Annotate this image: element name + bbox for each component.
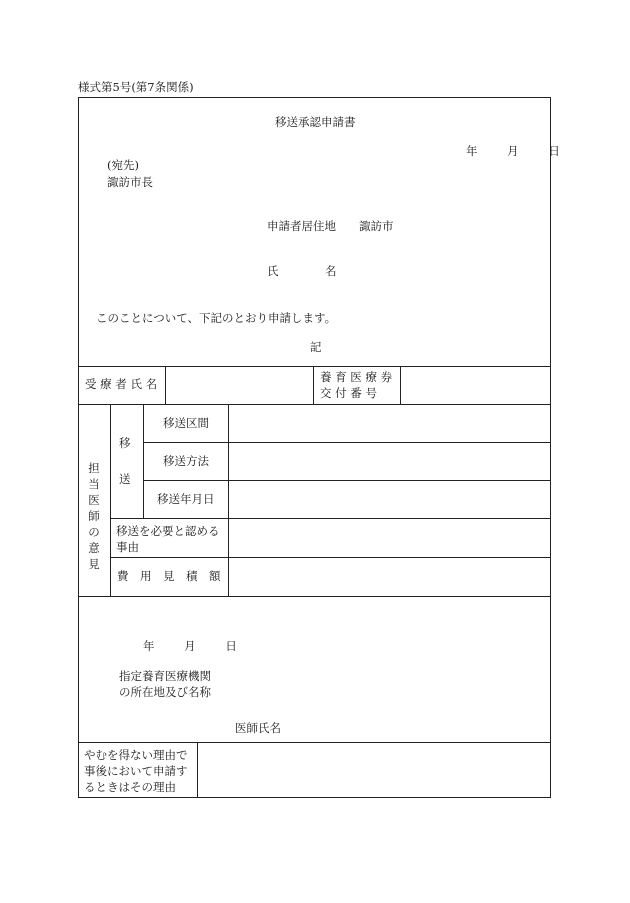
divider-line <box>110 404 111 596</box>
transport-method-label: 移送方法 <box>163 454 209 468</box>
transport-date-label: 移送年月日 <box>157 492 215 506</box>
need-reason-field[interactable] <box>229 519 550 557</box>
applicant-name-label-1: 氏 <box>267 264 279 278</box>
need-reason-line2: 事由 <box>116 540 139 554</box>
voucher-label-line1: 養 育 医 療 券 <box>320 370 393 384</box>
doctor-name-label: 医師氏名 <box>235 721 281 735</box>
addressee-name: 諏訪市長 <box>107 175 153 189</box>
cost-estimate-field[interactable] <box>229 558 550 596</box>
date-month-label: 月 <box>507 144 519 158</box>
transport-date-field[interactable] <box>229 481 550 518</box>
need-reason-line1: 移送を必要と認める <box>116 524 220 538</box>
form-title: 移送承認申請書 <box>275 115 356 129</box>
date-day-label: 日 <box>548 144 560 158</box>
late-reason-line1: やむを得ない理由で <box>84 748 188 762</box>
doctor-date[interactable] <box>143 641 237 653</box>
transport-label-1: 移 <box>119 436 131 450</box>
applicant-address-label: 申請者居住地 <box>267 219 336 233</box>
voucher-number-label <box>320 369 392 401</box>
submission-date[interactable] <box>466 146 560 158</box>
form-number: 様式第5号(第7条関係) <box>78 80 194 94</box>
doctor-date-year-label: 年 <box>143 639 155 653</box>
transport-section-label: 移送区間 <box>163 416 209 430</box>
divider-line <box>143 404 144 519</box>
divider-line <box>313 366 314 404</box>
divider-line <box>78 596 551 597</box>
institution-label-line1: 指定養育医療機関 <box>119 669 211 683</box>
transport-label-2: 送 <box>119 472 131 486</box>
transport-section-field[interactable] <box>229 405 550 442</box>
voucher-label-line2: 交 付 番 号 <box>320 386 377 400</box>
late-reason-line3: るときはその理由 <box>84 780 176 794</box>
applicant-name-label-2: 名 <box>325 264 337 278</box>
late-reason-line2: 事後において申請す <box>84 764 188 778</box>
applicant-address-value[interactable]: 諏訪市 <box>359 219 394 233</box>
addressee-label: (宛先) <box>107 158 139 172</box>
date-year-label: 年 <box>466 144 478 158</box>
late-reason-label <box>84 747 188 795</box>
late-reason-field[interactable] <box>198 743 550 797</box>
institution-label-line2: の所在地及び名称 <box>119 685 211 699</box>
patient-name-label: 受 療 者 氏 名 <box>85 377 158 391</box>
voucher-number-field[interactable] <box>401 367 550 404</box>
need-reason-label <box>116 523 220 555</box>
doctor-date-month-label: 月 <box>184 639 196 653</box>
patient-name-field[interactable] <box>166 367 313 404</box>
request-statement: このことについて、下記のとおり申請します。 <box>96 311 337 325</box>
doctor-opinion-label: 担当医師の意見 <box>88 461 100 571</box>
doctor-date-day-label: 日 <box>225 639 237 653</box>
cost-estimate-label: 費 用 見 積 額 <box>117 569 221 583</box>
transport-method-field[interactable] <box>229 443 550 480</box>
ki-label: 記 <box>310 340 322 354</box>
